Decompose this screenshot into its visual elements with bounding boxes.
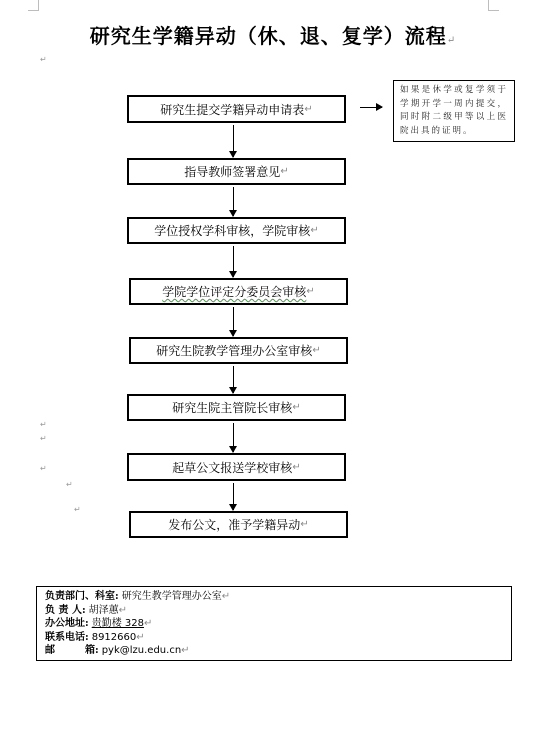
flow-step-label: 指导教师签署意见 [184, 165, 281, 179]
paragraph-mark: ↵ [280, 166, 289, 177]
note-text: 如果是休学或复学须于学期开学一周内提交，同时附二级甲等以上医院出具的证明。 [400, 85, 508, 136]
page-corner-mark-right [488, 0, 499, 11]
contact-address-row [45, 617, 503, 631]
paragraph-mark: ↵ [304, 103, 313, 115]
paragraph-mark: ↵ [136, 631, 145, 643]
paragraph-mark: ↵ [221, 591, 231, 602]
contact-email-label: 箱: [85, 645, 99, 657]
flow-step-label: 学位授权学科审核，学院审核 [154, 224, 311, 238]
page-corner-mark-left [28, 0, 39, 11]
paragraph-mark: ↵ [118, 604, 128, 616]
arrow-down-icon [233, 187, 234, 216]
flow-step-committee-review [129, 278, 348, 305]
paragraph-mark: ↵ [40, 55, 47, 64]
flow-step-label: 研究生提交学籍异动申请表 [160, 102, 305, 117]
contact-person-label: 负 责 人: [45, 604, 86, 616]
page-title: 研究生学籍异动（休、退、复学）流程 [89, 24, 447, 48]
flow-step-label: 发布公文，准予学籍异动 [168, 518, 301, 532]
flow-step-label: 学院学位评定分委员会审核 [162, 285, 307, 299]
paragraph-mark: ↵ [181, 645, 190, 657]
contact-person-value: 胡泽蕙 [88, 604, 119, 616]
paragraph-mark: ↵ [292, 461, 301, 473]
paragraph-mark: ↵ [312, 345, 321, 356]
contact-phone-value: 8912660 [91, 631, 137, 643]
contact-email-value: pyk@lzu.edu.cn [101, 645, 182, 657]
paragraph-mark: ↵ [310, 225, 319, 236]
paragraph-mark: ↵ [292, 402, 301, 413]
note-box [393, 80, 515, 142]
arrow-down-icon [233, 125, 234, 157]
paragraph-mark: ↵ [446, 35, 457, 46]
flow-step-label: 研究生院教学管理办公室审核 [156, 344, 313, 358]
contact-email-row [45, 644, 503, 658]
paragraph-mark: ↵ [306, 286, 315, 297]
flow-step-apply [127, 95, 346, 123]
page-title-line [0, 20, 546, 49]
contact-phone-row [45, 631, 503, 645]
flow-step-advisor [127, 158, 346, 185]
arrow-down-icon [233, 483, 234, 510]
contact-dept-row [45, 590, 503, 604]
flow-step-label: 起草公文报送学校审核 [172, 460, 293, 475]
paragraph-mark: ↵ [66, 480, 73, 489]
paragraph-mark: ↵ [74, 505, 81, 514]
flow-step-label: 研究生院主管院长审核 [172, 401, 293, 415]
contact-phone-label: 联系电话: [45, 631, 89, 643]
paragraph-mark: ↵ [143, 618, 153, 630]
flow-step-dean-review [127, 394, 346, 421]
flow-step-discipline-review [127, 217, 346, 244]
paragraph-mark: ↵ [40, 420, 47, 429]
contact-dept-value: 研究生教学管理办公室 [121, 591, 222, 602]
contact-address-label: 办公地址: [45, 618, 89, 630]
paragraph-mark: ↵ [40, 464, 47, 473]
contact-person-row [45, 604, 503, 618]
flow-step-draft-document [127, 453, 346, 481]
flow-step-office-review [129, 337, 348, 364]
contact-info-box [36, 586, 512, 661]
arrow-right-icon [360, 107, 382, 108]
paragraph-mark: ↵ [300, 519, 309, 530]
arrow-down-icon [233, 423, 234, 452]
contact-address-value: 贵勤楼 328 [91, 618, 144, 630]
arrow-down-icon [233, 307, 234, 336]
contact-dept-label: 负责部门、科室: [45, 591, 119, 602]
contact-email-label: 邮 [45, 645, 55, 657]
paragraph-mark: ↵ [40, 434, 47, 443]
flow-step-publish [129, 511, 348, 538]
arrow-down-icon [233, 246, 234, 277]
arrow-down-icon [233, 366, 234, 393]
